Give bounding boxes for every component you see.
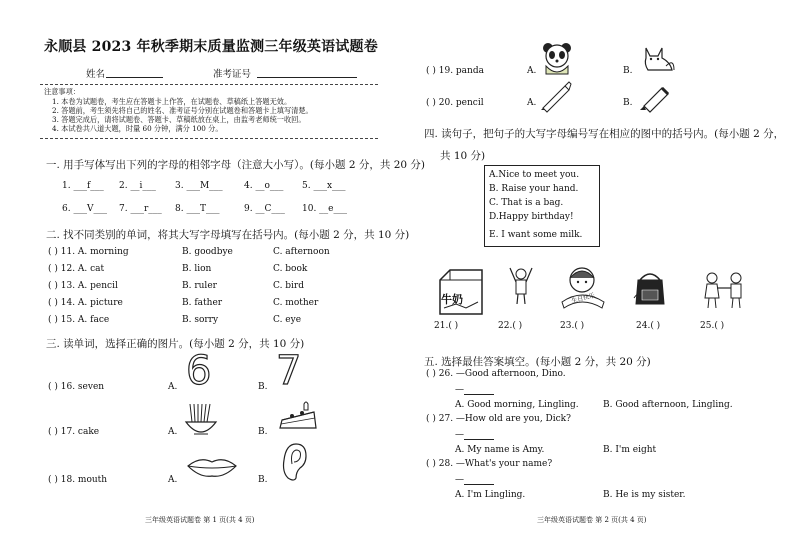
dash-mark: — <box>455 475 464 485</box>
sentence-box <box>484 165 600 247</box>
milk-label: 牛奶 <box>441 293 463 306</box>
section-2-title: 二. 找不同类别的单词，将其大写字母填写在括号内。(每小题 2 分，共 10 分) <box>46 229 410 241</box>
q27-b: B. I'm eight <box>603 445 657 455</box>
q27-dash <box>455 429 494 440</box>
name-label: 姓名 <box>86 69 106 80</box>
section-5-title: 五. 选择最佳答案填空。(每小题 2 分，共 20 分) <box>424 356 651 368</box>
two-kids-meeting-icon <box>700 272 748 310</box>
q18-a: A. <box>168 475 178 485</box>
birthday-banner: 生日快乐 <box>570 292 596 305</box>
q28-a: A. I'm Lingling. <box>455 490 526 500</box>
ear-icon <box>280 442 308 482</box>
q26-dash <box>455 384 494 395</box>
sentence-c: C. That is a bag. <box>489 198 564 208</box>
section-4-title-cont: 共 10 分) <box>440 150 486 162</box>
q16: ( ) 16. seven <box>48 382 105 392</box>
name-field[interactable] <box>106 77 163 78</box>
q18: ( ) 18. mouth <box>48 475 108 485</box>
answer-line[interactable] <box>464 429 494 440</box>
dash-mark: — <box>455 385 464 395</box>
q15: ( ) 15. A. face <box>48 315 110 325</box>
digit-six-image: 6 <box>186 348 212 394</box>
q19-b: B. <box>623 66 633 76</box>
section-3-title: 三. 读单词，选择正确的图片。(每小题 2 分，共 10 分) <box>46 338 305 350</box>
q14-c: C. mother <box>273 298 319 308</box>
blank-21[interactable]: 21.( ) <box>434 321 459 331</box>
pencil-icon <box>640 84 670 110</box>
q17: ( ) 17. cake <box>48 427 100 437</box>
q2: 2. __i___ <box>119 181 156 191</box>
q16-b: B. <box>258 382 268 392</box>
q5: 5. ___x___ <box>302 181 346 191</box>
raise-hand-boy-icon <box>508 264 534 306</box>
section-1-title: 一. 用手写体写出下列的字母的相邻字母（注意大小写）。(每小题 2 分，共 20 分) <box>46 159 426 171</box>
birthday-girl-icon <box>558 262 606 310</box>
noodles-bowl-icon <box>184 402 218 440</box>
q11-b: B. goodbye <box>182 247 233 257</box>
digit-seven-image: 7 <box>276 348 302 394</box>
q14-b: B. father <box>182 298 223 308</box>
divider <box>40 138 378 139</box>
q20-b: B. <box>623 98 633 108</box>
notes-title: 注意事项： <box>44 87 80 96</box>
q20-a: A. <box>527 98 537 108</box>
q13: ( ) 13. A. pencil <box>48 281 118 291</box>
q27-a: A. My name is Amy. <box>455 445 545 455</box>
q12: ( ) 12. A. cat <box>48 264 105 274</box>
ruler-pencil-icon <box>541 82 571 110</box>
q4: 4. __o___ <box>244 181 284 191</box>
q26-a: A. Good morning, Lingling. <box>455 400 579 410</box>
fox-icon <box>640 44 676 74</box>
note-2: 2. 答题前，考生须先将自己的姓名、准考证号分别在试题卷和答题卡上填写清楚。 <box>52 106 313 115</box>
q15-c: C. eye <box>273 315 302 325</box>
q13-c: C. bird <box>273 281 304 291</box>
q15-b: B. sorry <box>182 315 219 325</box>
q13-b: B. ruler <box>182 281 217 291</box>
q28-b: B. He is my sister. <box>603 490 686 500</box>
divider <box>40 84 378 85</box>
blank-24[interactable]: 24.( ) <box>636 321 661 331</box>
sentence-e: E. I want some milk. <box>489 230 583 240</box>
sentence-d: D.Happy birthday! <box>489 212 574 222</box>
note-1: 1. 本卷为试题卷，考生应在答题卡上作答，在试题卷、草稿纸上答题无效。 <box>52 97 292 106</box>
q11: ( ) 11. A. morning <box>48 247 129 257</box>
q20: ( ) 20. pencil <box>426 98 484 108</box>
note-3: 3. 答题完成后，请将试题卷、答题卡、草稿纸放在桌上，由监考老师统一收回。 <box>52 115 306 124</box>
q26-b: B. Good afternoon, Lingling. <box>603 400 733 410</box>
q9: 9. __C___ <box>244 204 285 214</box>
section-4-title: 四. 读句子，把句子的大写字母编号写在相应的图中的括号内。(每小题 2 分， <box>424 128 785 140</box>
q19-a: A. <box>527 66 537 76</box>
mouth-icon <box>186 456 238 478</box>
panda-icon <box>541 42 573 76</box>
page-title: 永顺县 2023 年秋季期末质量监测三年级英语试题卷 <box>44 39 378 55</box>
blank-22[interactable]: 22.( ) <box>498 321 523 331</box>
q7: 7. ___r___ <box>119 204 162 214</box>
sentence-b: B. Raise your hand. <box>489 184 579 194</box>
sentence-a: A.Nice to meet you. <box>489 170 580 180</box>
q26: ( ) 26. —Good afternoon, Dino. <box>426 369 566 379</box>
q10: 10. __e___ <box>302 204 347 214</box>
q17-b: B. <box>258 427 268 437</box>
ticket-field[interactable] <box>257 77 357 78</box>
q17-a: A. <box>168 427 178 437</box>
footer-page-1: 三年级英语试题卷 第 1 页(共 4 页) <box>145 516 255 524</box>
q12-b: B. lion <box>182 264 212 274</box>
footer-page-2: 三年级英语试题卷 第 2 页(共 4 页) <box>537 516 647 524</box>
q28: ( ) 28. —What's your name? <box>426 459 553 469</box>
q14: ( ) 14. A. picture <box>48 298 123 308</box>
answer-line[interactable] <box>464 384 494 395</box>
q12-c: C. book <box>273 264 308 274</box>
q16-a: A. <box>168 382 178 392</box>
blank-23[interactable]: 23.( ) <box>560 321 585 331</box>
backpack-icon <box>632 268 668 308</box>
q27: ( ) 27. —How old are you, Dick? <box>426 414 571 424</box>
note-4: 4. 本试卷共八道大题，时量 60 分钟，满分 100 分。 <box>52 124 223 133</box>
q8: 8. ___T___ <box>175 204 220 214</box>
q28-dash <box>455 474 494 485</box>
q11-c: C. afternoon <box>273 247 330 257</box>
cake-icon <box>278 400 320 434</box>
answer-line[interactable] <box>464 474 494 485</box>
q19: ( ) 19. panda <box>426 66 484 76</box>
q3: 3. ___M___ <box>175 181 223 191</box>
ticket-label: 准考证号 <box>213 69 252 80</box>
blank-25[interactable]: 25.( ) <box>700 321 725 331</box>
q18-b: B. <box>258 475 268 485</box>
q1: 1. ___f___ <box>62 181 104 191</box>
dash-mark: — <box>455 430 464 440</box>
q6: 6. ___V___ <box>62 204 107 214</box>
